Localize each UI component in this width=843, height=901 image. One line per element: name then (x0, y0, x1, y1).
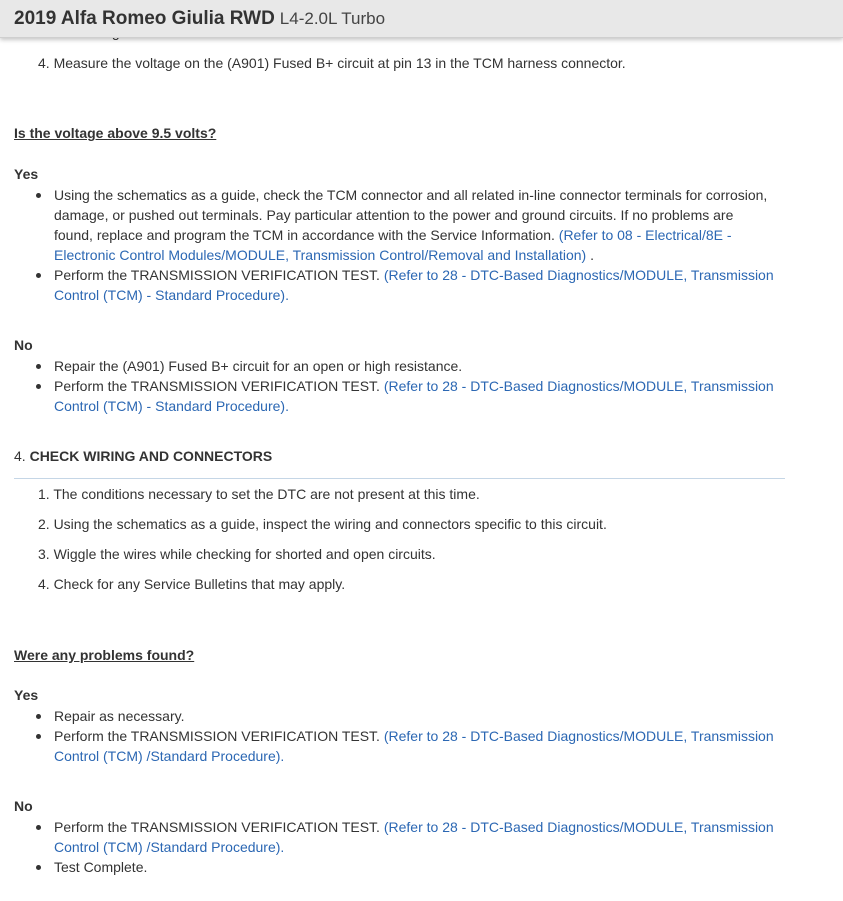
no-label: No (14, 337, 33, 353)
page-header (0, 0, 843, 38)
vehicle-engine: L4-2.0L Turbo (279, 8, 386, 28)
no-bullet-1: Repair the (A901) Fused B+ circuit for an open or high resistance. (54, 358, 463, 374)
refer-verification-link[interactable]: (Refer to 28 - DTC-Based Diagnostics/MODULE, Transmission (383, 378, 774, 394)
bullet-icon (36, 384, 41, 389)
section-divider (14, 478, 785, 479)
no-bullet-2-text: Perform the TRANSMISSION VERIFICATION TEST. (54, 378, 380, 394)
refer-verification-link-cont[interactable]: Control (TCM) - Standard Procedure). (54, 398, 289, 414)
yes-bullet-1-line-2: damage, or pushed out terminals. Pay particular attention to the power and ground circuits. If no problems are (54, 207, 734, 223)
section-4-title: CHECK WIRING AND CONNECTORS (29, 448, 273, 464)
section-4-step-1: 1. The conditions necessary to set the DTC are not present at this time. (38, 486, 480, 502)
yes-label: Yes (14, 166, 39, 182)
section-4-step-4: 4. Check for any Service Bulletins that may apply. (38, 576, 346, 592)
section-4-step-2: 2. Using the schematics as a guide, inspect the wiring and connectors specific to this circuit. (38, 516, 607, 532)
no-bullet-1-text: Perform the TRANSMISSION VERIFICATION TEST. (54, 819, 380, 835)
yes-bullet-1-line-3 (54, 225, 732, 245)
yes-bullet-1-line-4 (54, 245, 594, 265)
refer-verification-link-cont[interactable]: Control (TCM) /Standard Procedure). (54, 748, 285, 764)
bullet-icon (36, 273, 41, 278)
bullet-icon (36, 865, 41, 870)
yes-bullet-1: Repair as necessary. (54, 708, 185, 724)
bullet-icon (36, 714, 41, 719)
yes-bullet-1-tail: . (590, 247, 594, 263)
refer-verification-link[interactable]: (Refer to 28 - DTC-Based Diagnostics/MODULE, Transmission (383, 819, 774, 835)
section-4-number: 4. (14, 448, 26, 464)
voltage-question: Is the voltage above 9.5 volts? (14, 125, 217, 141)
section-4-heading (14, 446, 272, 466)
vehicle-name: 2019 Alfa Romeo Giulia RWD (14, 7, 275, 29)
bullet-icon (36, 825, 41, 830)
no-bullet-1-line-1 (54, 817, 774, 837)
yes-bullet-1-line-1: Using the schematics as a guide, check the TCM connector and all related in-line connector terminals for corrosion, (54, 187, 768, 203)
no-bullet-2: Test Complete. (54, 859, 148, 875)
refer-verification-link-cont[interactable]: Control (TCM) /Standard Procedure). (54, 839, 285, 855)
bullet-icon (36, 364, 41, 369)
yes-bullet-1-text: found, replace and program the TCM in accordance with the Service Information. (54, 227, 555, 243)
no-bullet-2-line-1 (54, 376, 774, 396)
bullet-icon (36, 193, 41, 198)
refer-electrical-link[interactable]: (Refer to 08 - Electrical/8E - (558, 227, 732, 243)
yes-label: Yes (14, 687, 39, 703)
yes-bullet-2-line-1 (54, 726, 774, 746)
refer-electrical-link-cont[interactable]: Electronic Control Modules/MODULE, Transmission Control/Removal and Installation) (54, 247, 587, 263)
refer-verification-link[interactable]: (Refer to 28 - DTC-Based Diagnostics/MODULE, Transmission (383, 267, 774, 283)
refer-verification-link-cont[interactable]: Control (TCM) - Standard Procedure). (54, 287, 289, 303)
yes-bullet-2-text: Perform the TRANSMISSION VERIFICATION TEST. (54, 728, 380, 744)
step-4-text: 4. Measure the voltage on the (A901) Fused B+ circuit at pin 13 in the TCM harness connector. (38, 55, 626, 71)
bullet-icon (36, 734, 41, 739)
yes-bullet-2-line-1 (54, 265, 774, 285)
refer-verification-link[interactable]: (Refer to 28 - DTC-Based Diagnostics/MODULE, Transmission (383, 728, 774, 744)
problems-question: Were any problems found? (14, 647, 195, 663)
no-label: No (14, 798, 33, 814)
yes-bullet-2-text: Perform the TRANSMISSION VERIFICATION TEST. (54, 267, 380, 283)
section-4-step-3: 3. Wiggle the wires while checking for shorted and open circuits. (38, 546, 436, 562)
